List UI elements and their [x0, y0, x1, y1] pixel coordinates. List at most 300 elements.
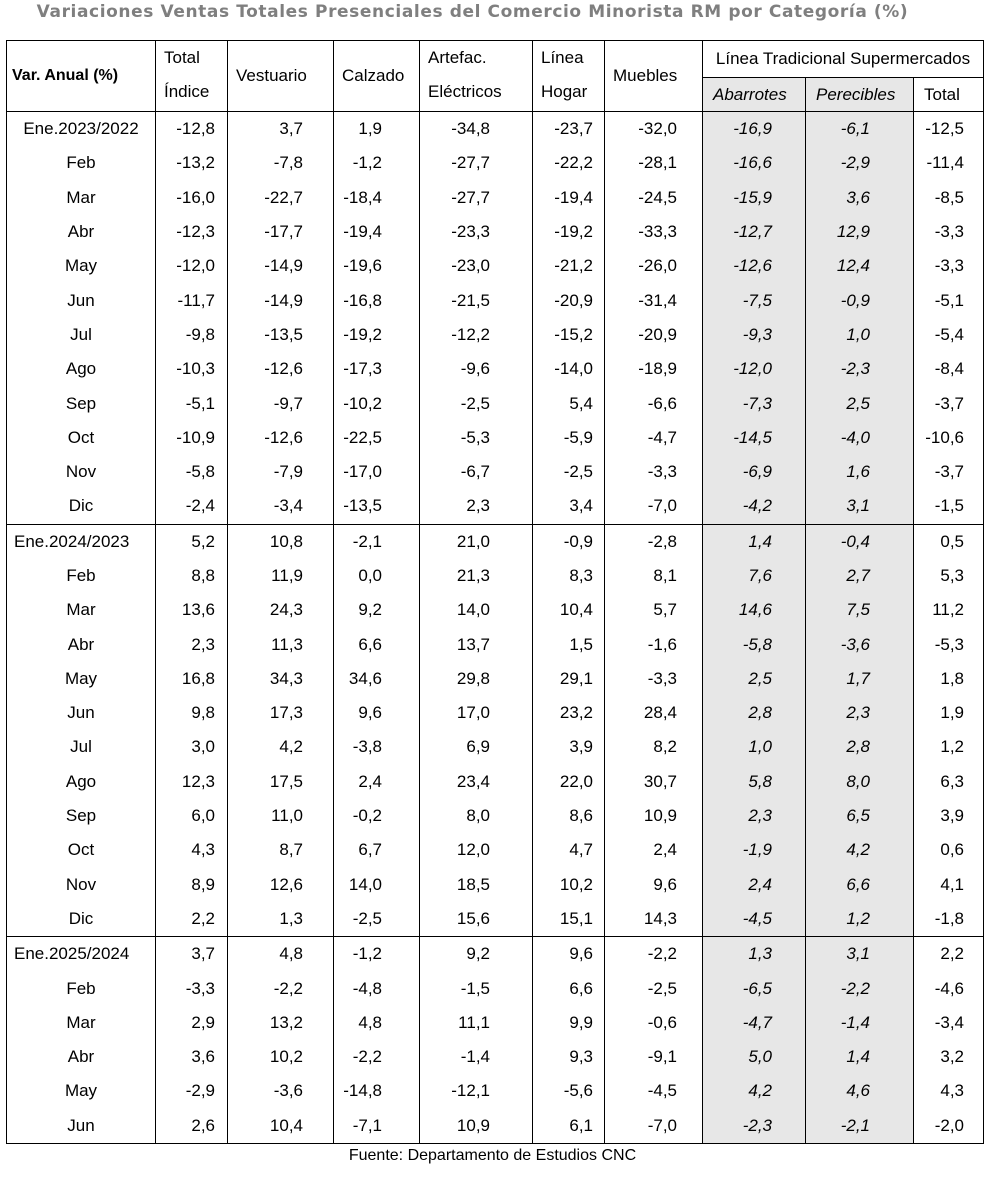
cell-perecibles: 1,2 — [806, 902, 914, 937]
cell-abarrotes: 2,8 — [703, 696, 806, 730]
header-linea-hogar — [533, 41, 605, 112]
header-vestuario: Vestuario — [228, 41, 334, 112]
cell-perecibles: 4,2 — [806, 833, 914, 867]
cell-total-indice: 4,3 — [156, 833, 228, 867]
cell-artefac: -1,5 — [420, 971, 533, 1005]
cell-vestuario: 24,3 — [228, 593, 334, 627]
cell-period: Ene.2024/2023 — [7, 524, 156, 559]
cell-total-indice: 2,9 — [156, 1006, 228, 1040]
cell-total-indice: -5,1 — [156, 386, 228, 420]
cell-total-indice: -12,3 — [156, 215, 228, 249]
cell-muebles: -18,9 — [605, 352, 703, 386]
cell-muebles: 28,4 — [605, 696, 703, 730]
cell-calzado: 9,2 — [334, 593, 420, 627]
cell-abarrotes: -12,7 — [703, 215, 806, 249]
cell-period: Mar — [7, 1006, 156, 1040]
cell-calzado: -1,2 — [334, 937, 420, 972]
cell-linea-hogar: -0,9 — [533, 524, 605, 559]
cell-ltotal: 1,8 — [914, 662, 984, 696]
cell-abarrotes: -4,7 — [703, 1006, 806, 1040]
cell-period: Oct — [7, 833, 156, 867]
table-row — [7, 386, 984, 420]
table-row — [7, 181, 984, 215]
cell-vestuario: -22,7 — [228, 181, 334, 215]
cell-abarrotes: -14,5 — [703, 421, 806, 455]
cell-calzado: -0,2 — [334, 799, 420, 833]
cell-linea-hogar: 8,6 — [533, 799, 605, 833]
cell-calzado: -4,8 — [334, 971, 420, 1005]
cell-calzado: -16,8 — [334, 283, 420, 317]
cell-period: Nov — [7, 868, 156, 902]
cell-artefac: 23,4 — [420, 765, 533, 799]
cell-artefac: -1,4 — [420, 1040, 533, 1074]
cell-muebles: 5,7 — [605, 593, 703, 627]
cell-abarrotes: -16,6 — [703, 146, 806, 180]
cell-period: Jun — [7, 1109, 156, 1144]
cell-linea-hogar: 22,0 — [533, 765, 605, 799]
cell-artefac: -27,7 — [420, 146, 533, 180]
cell-muebles: 2,4 — [605, 833, 703, 867]
cell-ltotal: -8,5 — [914, 181, 984, 215]
cell-artefac: -23,3 — [420, 215, 533, 249]
cell-calzado: 2,4 — [334, 765, 420, 799]
header-artefac-line1: Artefac. — [428, 48, 487, 67]
table-row — [7, 799, 984, 833]
cell-muebles: -9,1 — [605, 1040, 703, 1074]
cell-period: Nov — [7, 455, 156, 489]
cell-muebles: 14,3 — [605, 902, 703, 937]
cell-perecibles: 7,5 — [806, 593, 914, 627]
cell-linea-hogar: 8,3 — [533, 559, 605, 593]
cell-vestuario: -12,6 — [228, 421, 334, 455]
cell-linea-hogar: 15,1 — [533, 902, 605, 937]
cell-perecibles: 2,7 — [806, 559, 914, 593]
cell-period: Jul — [7, 730, 156, 764]
cell-ltotal: -5,4 — [914, 318, 984, 352]
cell-artefac: 15,6 — [420, 902, 533, 937]
table-row — [7, 489, 984, 524]
cell-total-indice: 2,2 — [156, 902, 228, 937]
cell-vestuario: -12,6 — [228, 352, 334, 386]
header-linea-line2: Hogar — [541, 82, 588, 101]
cell-artefac: -12,2 — [420, 318, 533, 352]
cell-vestuario: 8,7 — [228, 833, 334, 867]
cell-artefac: 17,0 — [420, 696, 533, 730]
cell-calzado: 34,6 — [334, 662, 420, 696]
cell-calzado: -2,1 — [334, 524, 420, 559]
cell-perecibles: 12,4 — [806, 249, 914, 283]
cell-muebles: 10,9 — [605, 799, 703, 833]
cell-muebles: -20,9 — [605, 318, 703, 352]
cell-calzado: 6,7 — [334, 833, 420, 867]
header-calzado: Calzado — [334, 41, 420, 112]
cell-vestuario: 11,9 — [228, 559, 334, 593]
cell-muebles: -2,5 — [605, 971, 703, 1005]
cell-vestuario: 13,2 — [228, 1006, 334, 1040]
cell-ltotal: 1,9 — [914, 696, 984, 730]
cell-calzado: -1,2 — [334, 146, 420, 180]
cell-period: Mar — [7, 181, 156, 215]
cell-period: May — [7, 249, 156, 283]
cell-muebles: -4,5 — [605, 1074, 703, 1108]
cell-artefac: -9,6 — [420, 352, 533, 386]
cell-ltotal: -10,6 — [914, 421, 984, 455]
cell-period: May — [7, 662, 156, 696]
cell-artefac: 21,0 — [420, 524, 533, 559]
cell-linea-hogar: 23,2 — [533, 696, 605, 730]
cell-artefac: -2,5 — [420, 386, 533, 420]
cell-period: Abr — [7, 215, 156, 249]
cell-artefac: 14,0 — [420, 593, 533, 627]
cell-ltotal: 0,5 — [914, 524, 984, 559]
cell-period: Sep — [7, 386, 156, 420]
cell-ltotal: 4,1 — [914, 868, 984, 902]
cell-artefac: 10,9 — [420, 1109, 533, 1144]
table-row — [7, 1040, 984, 1074]
cell-ltotal: -12,5 — [914, 112, 984, 147]
cell-artefac: -12,1 — [420, 1074, 533, 1108]
cell-abarrotes: -7,5 — [703, 283, 806, 317]
cell-ltotal: -4,6 — [914, 971, 984, 1005]
table-row — [7, 455, 984, 489]
table-row — [7, 868, 984, 902]
cell-total-indice: -10,3 — [156, 352, 228, 386]
header-total-indice — [156, 41, 228, 112]
sales-variation-table — [6, 40, 984, 1144]
cell-vestuario: 4,2 — [228, 730, 334, 764]
cell-artefac: -34,8 — [420, 112, 533, 147]
cell-ltotal: 11,2 — [914, 593, 984, 627]
header-artefac — [420, 41, 533, 112]
cell-linea-hogar: 9,9 — [533, 1006, 605, 1040]
cell-period: Sep — [7, 799, 156, 833]
cell-muebles: -31,4 — [605, 283, 703, 317]
cell-period: Ene.2023/2022 — [7, 112, 156, 147]
cell-vestuario: -7,8 — [228, 146, 334, 180]
cell-perecibles: 4,6 — [806, 1074, 914, 1108]
cell-perecibles: -3,6 — [806, 627, 914, 661]
cell-abarrotes: 14,6 — [703, 593, 806, 627]
cell-period: Abr — [7, 627, 156, 661]
cell-perecibles: -4,0 — [806, 421, 914, 455]
cell-abarrotes: 5,0 — [703, 1040, 806, 1074]
cell-perecibles: 1,4 — [806, 1040, 914, 1074]
cell-muebles: -2,8 — [605, 524, 703, 559]
cell-total-indice: 3,0 — [156, 730, 228, 764]
cell-abarrotes: -4,2 — [703, 489, 806, 524]
cell-total-indice: 8,9 — [156, 868, 228, 902]
cell-total-indice: -13,2 — [156, 146, 228, 180]
cell-total-indice: -12,0 — [156, 249, 228, 283]
cell-perecibles: -6,1 — [806, 112, 914, 147]
table-row — [7, 902, 984, 937]
cell-calzado: -13,5 — [334, 489, 420, 524]
cell-total-indice: 8,8 — [156, 559, 228, 593]
cell-total-indice: 5,2 — [156, 524, 228, 559]
cell-ltotal: -3,3 — [914, 249, 984, 283]
cell-abarrotes: -2,3 — [703, 1109, 806, 1144]
header-linea-line1: Línea — [541, 48, 584, 67]
cell-abarrotes: -1,9 — [703, 833, 806, 867]
header-perecibles: Perecibles — [806, 78, 914, 112]
cell-artefac: -5,3 — [420, 421, 533, 455]
cell-artefac: 12,0 — [420, 833, 533, 867]
table-row — [7, 318, 984, 352]
cell-ltotal: 5,3 — [914, 559, 984, 593]
cell-total-indice: -12,8 — [156, 112, 228, 147]
cell-muebles: 8,2 — [605, 730, 703, 764]
cell-period: Jul — [7, 318, 156, 352]
cell-perecibles: 3,1 — [806, 489, 914, 524]
cell-artefac: -27,7 — [420, 181, 533, 215]
cell-vestuario: 17,5 — [228, 765, 334, 799]
cell-period: Dic — [7, 489, 156, 524]
cell-calzado: -14,8 — [334, 1074, 420, 1108]
cell-abarrotes: -6,5 — [703, 971, 806, 1005]
table-row — [7, 627, 984, 661]
cell-muebles: -32,0 — [605, 112, 703, 147]
cell-vestuario: 1,3 — [228, 902, 334, 937]
cell-linea-hogar: -5,9 — [533, 421, 605, 455]
cell-calzado: 0,0 — [334, 559, 420, 593]
cell-perecibles: 3,6 — [806, 181, 914, 215]
cell-perecibles: -0,4 — [806, 524, 914, 559]
cell-linea-hogar: 29,1 — [533, 662, 605, 696]
cell-calzado: -19,4 — [334, 215, 420, 249]
cell-muebles: -7,0 — [605, 489, 703, 524]
cell-linea-hogar: -2,5 — [533, 455, 605, 489]
header-muebles: Muebles — [605, 41, 703, 112]
table-row — [7, 421, 984, 455]
cell-abarrotes: 7,6 — [703, 559, 806, 593]
cell-vestuario: -2,2 — [228, 971, 334, 1005]
cell-calzado: -17,3 — [334, 352, 420, 386]
cell-vestuario: -3,4 — [228, 489, 334, 524]
cell-perecibles: 6,6 — [806, 868, 914, 902]
cell-ltotal: -5,3 — [914, 627, 984, 661]
cell-muebles: -3,3 — [605, 662, 703, 696]
table-row — [7, 971, 984, 1005]
cell-calzado: 9,6 — [334, 696, 420, 730]
cell-period: Abr — [7, 1040, 156, 1074]
cell-linea-hogar: -15,2 — [533, 318, 605, 352]
cell-calzado: -2,2 — [334, 1040, 420, 1074]
cell-total-indice: 3,6 — [156, 1040, 228, 1074]
cell-period: Ene.2025/2024 — [7, 937, 156, 972]
cell-ltotal: -3,7 — [914, 455, 984, 489]
source-note: Fuente: Departamento de Estudios CNC — [348, 1147, 637, 1164]
cell-muebles: -26,0 — [605, 249, 703, 283]
table-row — [7, 765, 984, 799]
table-row — [7, 112, 984, 147]
cell-vestuario: -3,6 — [228, 1074, 334, 1108]
cell-period: Feb — [7, 559, 156, 593]
cell-muebles: -24,5 — [605, 181, 703, 215]
cell-abarrotes: -7,3 — [703, 386, 806, 420]
cell-ltotal: -3,3 — [914, 215, 984, 249]
cell-calzado: -10,2 — [334, 386, 420, 420]
cell-vestuario: 11,0 — [228, 799, 334, 833]
cell-ltotal: -11,4 — [914, 146, 984, 180]
cell-period: Ago — [7, 765, 156, 799]
cell-ltotal: 6,3 — [914, 765, 984, 799]
cell-linea-hogar: -19,4 — [533, 181, 605, 215]
table-row — [7, 937, 984, 972]
cell-period: Jun — [7, 283, 156, 317]
cell-muebles: -6,6 — [605, 386, 703, 420]
table-row — [7, 593, 984, 627]
header-group-supermercados: Línea Tradicional Supermercados — [703, 41, 984, 78]
cell-ltotal: 0,6 — [914, 833, 984, 867]
cell-calzado: -19,6 — [334, 249, 420, 283]
cell-vestuario: -13,5 — [228, 318, 334, 352]
cell-calzado: -2,5 — [334, 902, 420, 937]
cell-ltotal: 2,2 — [914, 937, 984, 972]
table-row — [7, 283, 984, 317]
cell-abarrotes: 5,8 — [703, 765, 806, 799]
cell-linea-hogar: -22,2 — [533, 146, 605, 180]
table-row — [7, 833, 984, 867]
table-row — [7, 249, 984, 283]
cell-perecibles: -2,2 — [806, 971, 914, 1005]
table-row — [7, 730, 984, 764]
table-row — [7, 696, 984, 730]
cell-total-indice: 12,3 — [156, 765, 228, 799]
cell-ltotal: 1,2 — [914, 730, 984, 764]
cell-ltotal: 3,9 — [914, 799, 984, 833]
cell-vestuario: 34,3 — [228, 662, 334, 696]
cell-abarrotes: 2,4 — [703, 868, 806, 902]
cell-artefac: 6,9 — [420, 730, 533, 764]
cell-calzado: 4,8 — [334, 1006, 420, 1040]
cell-perecibles: 2,3 — [806, 696, 914, 730]
cell-vestuario: -14,9 — [228, 249, 334, 283]
cell-muebles: -28,1 — [605, 146, 703, 180]
cell-vestuario: 12,6 — [228, 868, 334, 902]
cell-artefac: 21,3 — [420, 559, 533, 593]
cell-perecibles: 8,0 — [806, 765, 914, 799]
cell-muebles: 8,1 — [605, 559, 703, 593]
cell-total-indice: -3,3 — [156, 971, 228, 1005]
cell-artefac: -21,5 — [420, 283, 533, 317]
cell-muebles: -2,2 — [605, 937, 703, 972]
cell-perecibles: -2,3 — [806, 352, 914, 386]
cell-abarrotes: 4,2 — [703, 1074, 806, 1108]
cell-linea-hogar: 3,9 — [533, 730, 605, 764]
cell-abarrotes: -12,6 — [703, 249, 806, 283]
cell-abarrotes: -5,8 — [703, 627, 806, 661]
cell-vestuario: 10,4 — [228, 1109, 334, 1144]
cell-muebles: -33,3 — [605, 215, 703, 249]
cell-total-indice: -5,8 — [156, 455, 228, 489]
cell-ltotal: 3,2 — [914, 1040, 984, 1074]
cell-total-indice: -10,9 — [156, 421, 228, 455]
cell-calzado: -3,8 — [334, 730, 420, 764]
cell-perecibles: 1,7 — [806, 662, 914, 696]
cell-artefac: 18,5 — [420, 868, 533, 902]
cell-period: Feb — [7, 146, 156, 180]
cell-abarrotes: 1,4 — [703, 524, 806, 559]
cell-abarrotes: -4,5 — [703, 902, 806, 937]
cell-artefac: 8,0 — [420, 799, 533, 833]
header-var-anual: Var. Anual (%) — [7, 41, 156, 112]
cell-muebles: -7,0 — [605, 1109, 703, 1144]
table-row — [7, 662, 984, 696]
cell-perecibles: 1,0 — [806, 318, 914, 352]
cell-perecibles: 3,1 — [806, 937, 914, 972]
cell-abarrotes: -12,0 — [703, 352, 806, 386]
cell-period: May — [7, 1074, 156, 1108]
cell-total-indice: -11,7 — [156, 283, 228, 317]
cell-perecibles: 12,9 — [806, 215, 914, 249]
cell-total-indice: -2,9 — [156, 1074, 228, 1108]
cell-artefac: 11,1 — [420, 1006, 533, 1040]
cell-linea-hogar: -23,7 — [533, 112, 605, 147]
cell-period: Mar — [7, 593, 156, 627]
cell-abarrotes: 2,5 — [703, 662, 806, 696]
cell-vestuario: 3,7 — [228, 112, 334, 147]
cell-total-indice: 3,7 — [156, 937, 228, 972]
table-row — [7, 352, 984, 386]
header-ltotal: Total — [914, 78, 984, 112]
table-row — [7, 146, 984, 180]
cell-perecibles: 2,5 — [806, 386, 914, 420]
cell-total-indice: 2,3 — [156, 627, 228, 661]
cell-perecibles: 6,5 — [806, 799, 914, 833]
cell-muebles: 30,7 — [605, 765, 703, 799]
cell-artefac: -6,7 — [420, 455, 533, 489]
cell-calzado: -18,4 — [334, 181, 420, 215]
cell-abarrotes: -9,3 — [703, 318, 806, 352]
cell-linea-hogar: 6,6 — [533, 971, 605, 1005]
cell-ltotal: -8,4 — [914, 352, 984, 386]
cell-perecibles: -0,9 — [806, 283, 914, 317]
cell-perecibles: -1,4 — [806, 1006, 914, 1040]
cell-calzado: 6,6 — [334, 627, 420, 661]
cell-period: Ago — [7, 352, 156, 386]
cell-muebles: -0,6 — [605, 1006, 703, 1040]
table-row — [7, 524, 984, 559]
cell-linea-hogar: -20,9 — [533, 283, 605, 317]
cell-linea-hogar: 1,5 — [533, 627, 605, 661]
cell-total-indice: -9,8 — [156, 318, 228, 352]
table-row — [7, 1074, 984, 1108]
cell-linea-hogar: 3,4 — [533, 489, 605, 524]
cell-linea-hogar: 9,6 — [533, 937, 605, 972]
cell-abarrotes: -16,9 — [703, 112, 806, 147]
cell-vestuario: 4,8 — [228, 937, 334, 972]
cell-abarrotes: -6,9 — [703, 455, 806, 489]
cell-calzado: -17,0 — [334, 455, 420, 489]
cell-linea-hogar: 10,4 — [533, 593, 605, 627]
cell-linea-hogar: -5,6 — [533, 1074, 605, 1108]
cell-vestuario: -14,9 — [228, 283, 334, 317]
cell-linea-hogar: -19,2 — [533, 215, 605, 249]
cell-vestuario: -9,7 — [228, 386, 334, 420]
cell-muebles: -4,7 — [605, 421, 703, 455]
cell-linea-hogar: -14,0 — [533, 352, 605, 386]
cell-calzado: -7,1 — [334, 1109, 420, 1144]
cell-total-indice: 6,0 — [156, 799, 228, 833]
cell-calzado: -19,2 — [334, 318, 420, 352]
cell-ltotal: -3,7 — [914, 386, 984, 420]
cell-vestuario: 17,3 — [228, 696, 334, 730]
table-row — [7, 1109, 984, 1144]
cell-abarrotes: 2,3 — [703, 799, 806, 833]
cell-abarrotes: -15,9 — [703, 181, 806, 215]
cell-artefac: 2,3 — [420, 489, 533, 524]
cell-artefac: 13,7 — [420, 627, 533, 661]
